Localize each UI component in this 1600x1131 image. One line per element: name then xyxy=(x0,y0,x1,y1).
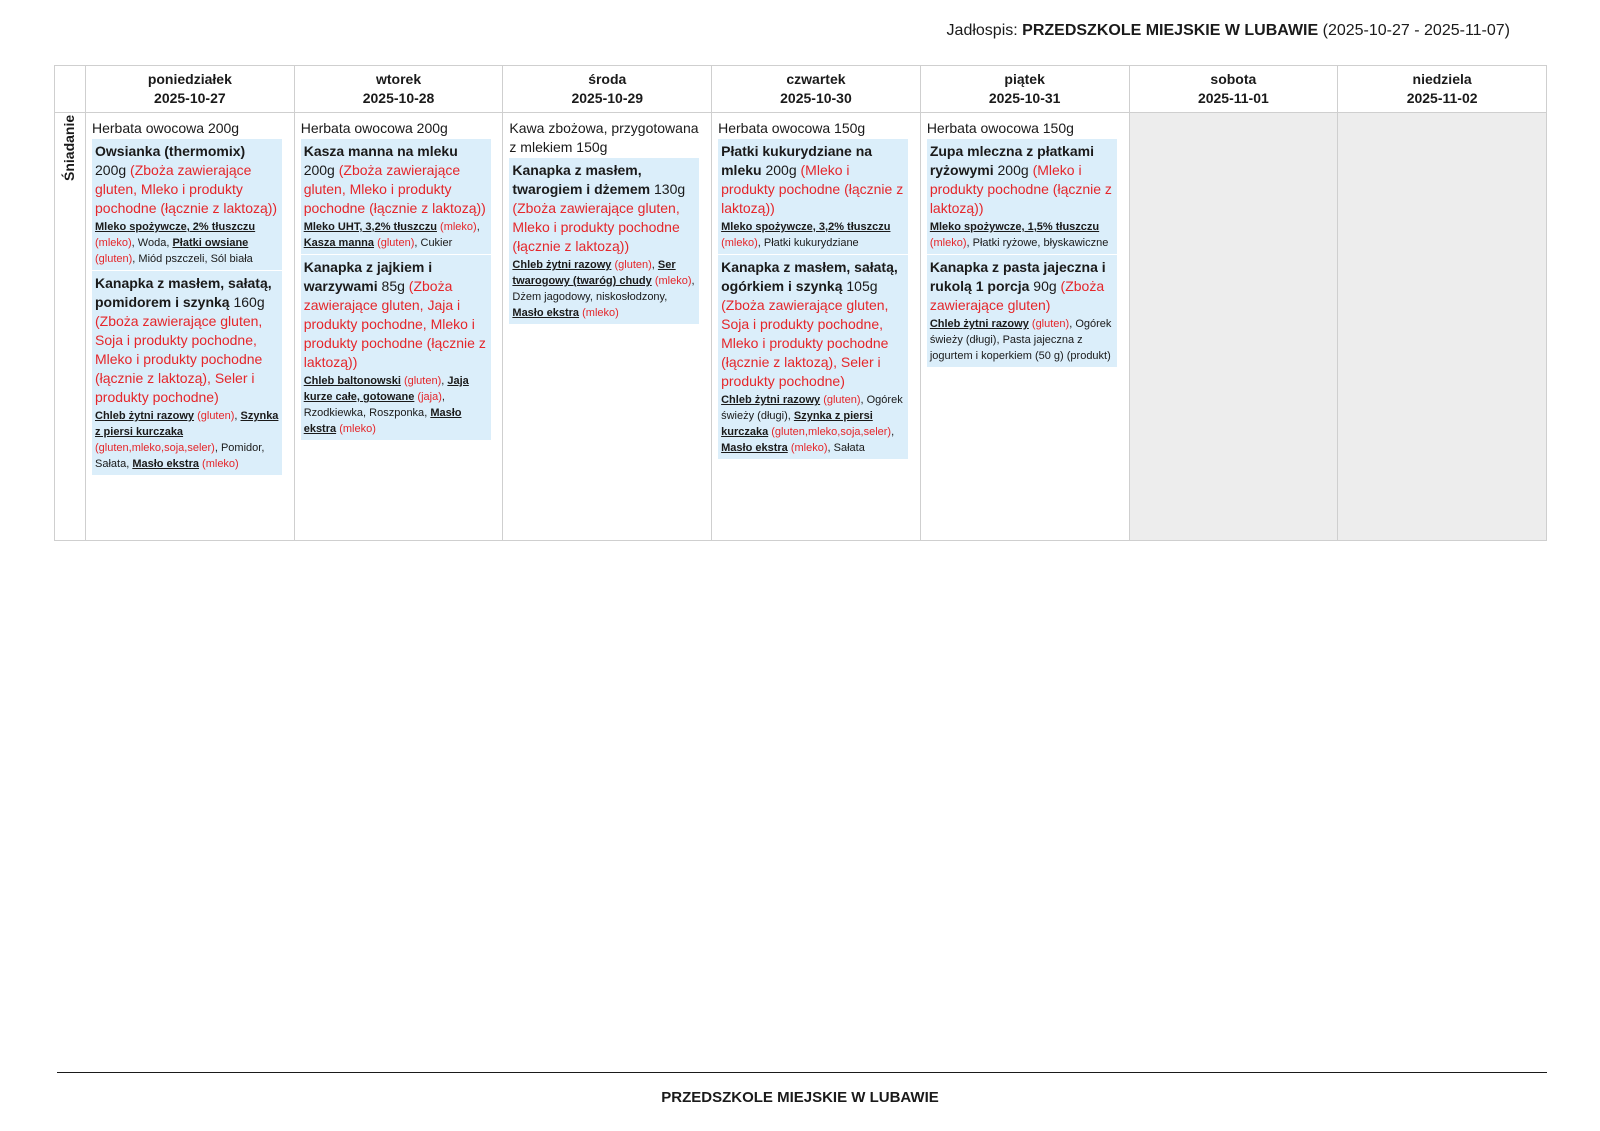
ingredient-list: Mleko spożywcze, 1,5% tłuszczu (mleko), Płatki ryżowe, błyskawiczne xyxy=(929,221,1109,249)
dish-text xyxy=(512,161,696,256)
ingredient-name: Rzodkiewka xyxy=(303,407,364,419)
ingredient-name: Mleko UHT, 3,2% tłuszczu xyxy=(303,221,437,233)
dish-card xyxy=(509,158,699,324)
ingredient-allergen: (mleko) xyxy=(440,221,477,233)
dish-weight: 85g xyxy=(381,278,405,294)
day-cell-1 xyxy=(294,113,503,541)
drink-item: Herbata owocowa 150g xyxy=(926,120,1074,136)
ingredient-name: Mleko spożywcze, 1,5% tłuszczu xyxy=(929,221,1100,233)
day-cell-2 xyxy=(503,113,712,541)
dish-allergens: (Mleko i produkty pochodne (łącznie z laktozą)) xyxy=(929,162,1112,216)
dish-text xyxy=(95,274,279,407)
dish-name: Kanapka z masłem, sałatą, ogórkiem i szynką xyxy=(721,259,898,294)
ingredient-name: Sałata xyxy=(833,442,865,454)
ingredient-name: Dżem jagodowy, niskosłodzony xyxy=(512,291,665,303)
ingredient-name: Masło ekstra xyxy=(303,407,462,435)
ingredient-name: Masło ekstra xyxy=(132,458,199,470)
day-header-1 xyxy=(294,66,503,113)
ingredient-allergen: (mleko) xyxy=(929,237,967,249)
dish-name: Kanapka z masłem, twarogiem i dżemem xyxy=(512,162,651,197)
ingredient-allergen: (gluten) xyxy=(377,237,415,249)
dish-card xyxy=(92,139,282,270)
dish-weight: 200g xyxy=(303,162,335,178)
ingredient-list: Chleb żytni razowy (gluten), Ser twarogowy (twaróg) chudy (mleko), Dżem jagodowy, niskosłodzony, Masło ekstra (mleko) xyxy=(512,259,695,319)
dish-name: Kanapka z pasta jajeczna i rukolą 1 porcja xyxy=(929,259,1106,294)
ingredient-name: Masło ekstra xyxy=(512,307,580,319)
ingredient-allergen: (mleko) xyxy=(339,423,376,435)
ingredient-name: Mleko spożywcze, 3,2% tłuszczu xyxy=(721,221,891,233)
dish-allergens: (Zboża zawierające gluten, Soja i produkty pochodne, Mleko i produkty pochodne (łącznie z laktozą), Seler i produkty pochodne) xyxy=(95,313,263,405)
dish-name: Zupa mleczna z płatkami ryżowymi xyxy=(929,143,1094,178)
day-cell-3 xyxy=(712,113,921,541)
ingredient-name: Sałata xyxy=(95,458,127,470)
dish-text xyxy=(721,142,905,218)
ingredient-name: Kasza manna xyxy=(303,237,375,249)
day-cell-6 xyxy=(1338,113,1547,541)
ingredient-name: Cukier xyxy=(420,237,453,249)
dish-card xyxy=(718,139,908,254)
ingredient-list: Chleb żytni razowy (gluten), Ogórek świeży (długi), Pasta jajeczna z jogurtem i koperkiem (50 g) (produkt) xyxy=(929,318,1112,362)
day-cell-0 xyxy=(86,113,295,541)
ingredient-name: Roszponka xyxy=(369,407,425,419)
dish-name: Kasza manna na mleku xyxy=(303,143,458,159)
ingredient-list: Chleb baltonowski (gluten), Jaja kurze całe, gotowane (jaja), Rzodkiewka, Roszponka, Masło ekstra (mleko) xyxy=(303,375,469,435)
ingredient-allergen: (mleko) xyxy=(721,237,758,249)
drink-item: Herbata owocowa 200g xyxy=(300,120,448,136)
document-header xyxy=(947,22,1510,40)
dish-allergens: (Zboża zawierające gluten, Mleko i produkty pochodne (łącznie z laktozą)) xyxy=(95,162,278,216)
ingredient-name: Masło ekstra xyxy=(721,442,788,454)
drink-item: Herbata owocowa 200g xyxy=(92,120,240,136)
dish-card xyxy=(301,255,491,440)
ingredient-allergen: (mleko) xyxy=(582,307,619,319)
corner-cell xyxy=(55,66,86,113)
day-date: 2025-10-31 xyxy=(988,90,1061,106)
ingredient-allergen: (gluten) xyxy=(197,410,235,422)
ingredient-list: Mleko spożywcze, 3,2% tłuszczu (mleko), Płatki kukurydziane xyxy=(721,221,891,249)
ingredient-allergen: (mleko) xyxy=(654,275,692,287)
day-header-0 xyxy=(86,66,295,113)
dish-weight: 160g xyxy=(233,294,265,310)
drink-item: Herbata owocowa 150g xyxy=(718,120,866,136)
dish-weight: 90g xyxy=(1033,278,1057,294)
day-name: piątek xyxy=(1004,71,1045,87)
dish-allergens: (Zboża zawierające gluten, Mleko i produkty pochodne (łącznie z laktozą)) xyxy=(512,200,680,254)
day-header-row xyxy=(55,66,1547,113)
ingredient-name: Jaja kurze całe, gotowane xyxy=(303,375,469,403)
footer-school-name: PRZEDSZKOLE MIEJSKIE W LUBAWIE xyxy=(661,1089,939,1106)
meal-label-cell xyxy=(55,113,86,541)
dish-allergens: (Zboża zawierające gluten, Jaja i produkty pochodne, Mleko i produkty pochodne (łącznie z laktozą)) xyxy=(303,278,486,370)
day-name: niedziela xyxy=(1412,71,1472,87)
ingredient-allergen: (gluten) xyxy=(95,253,133,265)
dish-text xyxy=(930,142,1114,218)
dish-card xyxy=(301,139,491,254)
day-date: 2025-10-29 xyxy=(571,90,644,106)
dish-card xyxy=(927,255,1117,367)
dish-text xyxy=(304,258,488,372)
dish-name: Płatki kukurydziane na mleku xyxy=(721,143,873,178)
ingredient-name: Ogórek świeży (długi) xyxy=(929,318,1112,346)
dish-card xyxy=(927,139,1117,254)
day-header-5 xyxy=(1129,66,1338,113)
ingredient-list: Chleb żytni razowy (gluten), Szynka z piersi kurczaka (gluten,mleko,soja,seler), Pomidor, Sałata, Masło ekstra (mleko) xyxy=(95,410,279,470)
ingredient-name: Chleb żytni razowy xyxy=(512,259,612,271)
ingredient-list: Mleko UHT, 3,2% tłuszczu (mleko), Kasza manna (gluten), Cukier xyxy=(303,221,480,249)
ingredient-list: Mleko spożywcze, 2% tłuszczu (mleko), Woda, Płatki owsiane (gluten), Miód pszczeli, Sól biała xyxy=(95,221,256,265)
ingredient-name: Sól biała xyxy=(210,253,253,265)
dish-name: Kanapka z jajkiem i warzywami xyxy=(303,259,433,294)
dish-text xyxy=(930,258,1114,315)
dish-text xyxy=(304,142,488,218)
ingredient-name: Szynka z piersi kurczaka xyxy=(95,410,279,438)
ingredient-allergen: (mleko) xyxy=(202,458,239,470)
school-name: PRZEDSZKOLE MIEJSKIE W LUBAWIE xyxy=(1022,22,1319,39)
dish-weight: 105g xyxy=(846,278,878,294)
day-name: czwartek xyxy=(786,71,846,87)
day-header-4 xyxy=(920,66,1129,113)
ingredient-name: Miód pszczeli xyxy=(138,253,205,265)
dish-allergens: (Mleko i produkty pochodne (łącznie z laktozą)) xyxy=(721,162,904,216)
dish-allergens: (Zboża zawierające gluten) xyxy=(929,278,1105,313)
ingredient-name: Chleb żytni razowy xyxy=(721,394,821,406)
day-header-6 xyxy=(1338,66,1547,113)
menu-table xyxy=(54,65,1547,541)
day-date: 2025-11-02 xyxy=(1406,90,1478,106)
ingredient-name: Płatki kukurydziane xyxy=(763,237,859,249)
ingredient-name: Chleb baltonowski xyxy=(303,375,401,387)
day-cell-5 xyxy=(1129,113,1338,541)
ingredient-allergen: (gluten) xyxy=(1031,318,1070,330)
ingredient-name: Płatki ryżowe, błyskawiczne xyxy=(972,237,1109,249)
meal-label: Śniadanie xyxy=(61,114,77,181)
ingredient-allergen: (gluten) xyxy=(403,375,442,387)
ingredient-name: Ser twarogowy (twaróg) chudy xyxy=(512,259,676,287)
ingredient-name: Mleko spożywcze, 2% tłuszczu xyxy=(95,221,256,233)
dish-weight: 200g xyxy=(997,162,1029,178)
dish-card xyxy=(92,271,282,475)
day-header-2 xyxy=(503,66,712,113)
day-date: 2025-10-30 xyxy=(780,90,852,106)
dish-weight: 200g xyxy=(95,162,127,178)
dish-weight: 200g xyxy=(765,162,797,178)
day-name: wtorek xyxy=(375,71,422,87)
dish-allergens: (Zboża zawierające gluten, Soja i produkty pochodne, Mleko i produkty pochodne (łącznie z laktozą), Seler i produkty pochodne) xyxy=(721,297,889,389)
ingredient-name: Ogórek świeży (długi) xyxy=(721,394,903,422)
day-date: 2025-10-28 xyxy=(362,90,435,106)
ingredient-allergen: (jaja) xyxy=(417,391,442,403)
dish-weight: 130g xyxy=(654,181,686,197)
dish-card xyxy=(718,255,908,459)
ingredient-allergen: (gluten) xyxy=(614,259,652,271)
ingredient-name: Płatki owsiane xyxy=(172,237,249,249)
ingredient-list: Chleb żytni razowy (gluten), Ogórek świeży (długi), Szynka z piersi kurczaka (gluten,mleko,soja,seler), Masło ekstra (mleko), Sałata xyxy=(721,394,903,454)
meal-row xyxy=(55,113,1547,541)
day-cell-4 xyxy=(920,113,1129,541)
ingredient-name: Chleb żytni razowy xyxy=(95,410,195,422)
day-date: 2025-11-01 xyxy=(1197,90,1269,106)
day-name: poniedziałek xyxy=(147,71,232,87)
dish-text xyxy=(721,258,905,391)
ingredient-name: Chleb żytni razowy xyxy=(929,318,1029,330)
ingredient-name: Pomidor xyxy=(220,442,262,454)
header-prefix: Jadłospis: xyxy=(946,22,1018,39)
dish-allergens: (Zboża zawierające gluten, Mleko i produkty pochodne (łącznie z laktozą)) xyxy=(303,162,486,216)
dish-name: Owsianka (thermomix) xyxy=(95,143,246,159)
day-date: 2025-10-27 xyxy=(154,90,226,106)
ingredient-allergen: (gluten) xyxy=(823,394,861,406)
dish-name: Kanapka z masłem, sałatą, pomidorem i szynką xyxy=(95,275,272,310)
drink-item: Kawa zbożowa, przygotowana z mlekiem 150g xyxy=(509,120,699,155)
ingredient-allergen: (gluten,mleko,soja,seler) xyxy=(771,426,892,438)
day-name: środa xyxy=(588,71,627,87)
day-header-3 xyxy=(712,66,921,113)
ingredient-allergen: (mleko) xyxy=(790,442,828,454)
dish-text xyxy=(95,142,279,218)
ingredient-allergen: (gluten,mleko,soja,seler) xyxy=(95,442,215,454)
ingredient-name: Woda xyxy=(137,237,167,249)
ingredient-name: Szynka z piersi kurczaka xyxy=(721,410,873,438)
day-name: sobota xyxy=(1210,71,1257,87)
ingredient-allergen: (mleko) xyxy=(95,237,132,249)
footer-divider xyxy=(57,1072,1547,1073)
date-range: (2025-10-27 - 2025-11-07) xyxy=(1322,22,1510,39)
ingredient-name: Pasta jajeczna z jogurtem i koperkiem (50 g) (produkt) xyxy=(929,334,1111,362)
